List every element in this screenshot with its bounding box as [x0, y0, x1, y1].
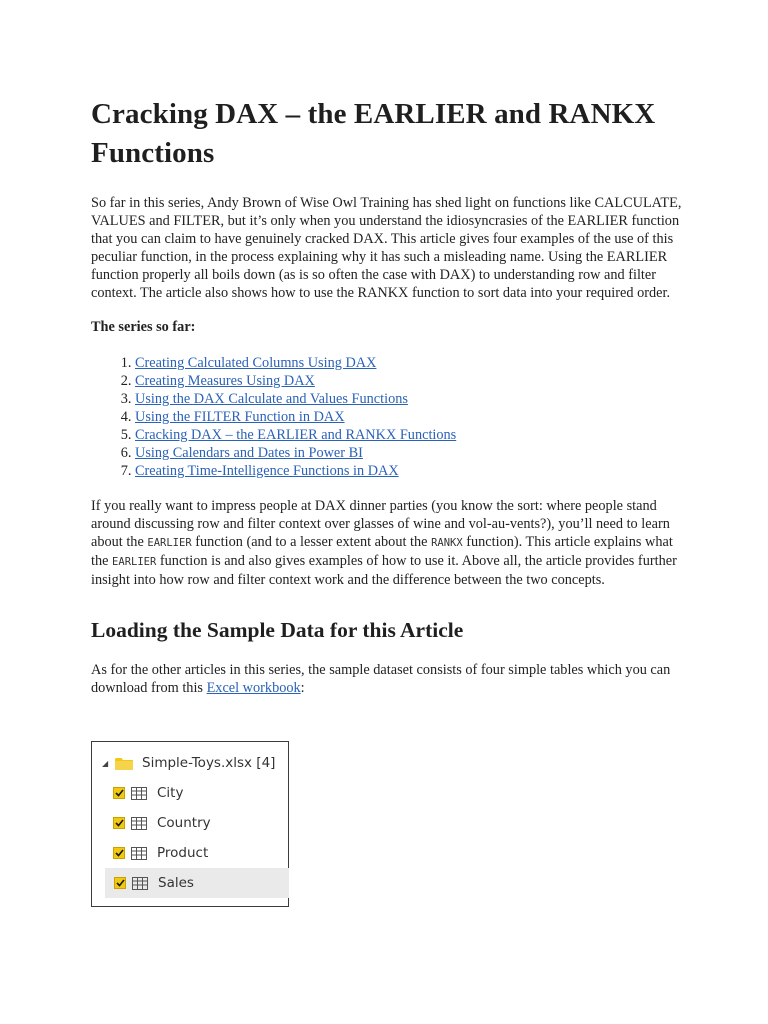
table-label-product: Product: [157, 845, 209, 861]
table-item-city[interactable]: [104, 778, 288, 808]
series-item: [135, 354, 691, 372]
code-rankx: RANKX: [431, 537, 463, 549]
series-link-1[interactable]: Creating Calculated Columns Using DAX: [135, 355, 377, 371]
article-title: Cracking DAX – the EARLIER and RANKX Functions: [91, 98, 656, 169]
para2-text-1: If you really want to impress people at DAX dinner parties (you know the sort: where people stand around discussing row and filter context over glasses of wine and vol-au-vents?), you’ll need to learn about the: [91, 498, 670, 550]
table-icon: [132, 877, 148, 890]
series-item: [135, 426, 691, 444]
table-label-city: City: [157, 785, 184, 801]
field-list-root[interactable]: [102, 748, 275, 778]
para3-text-after: :: [300, 680, 305, 696]
code-earlier: EARLIER: [147, 537, 192, 549]
folder-icon: [115, 757, 133, 769]
excel-workbook-link[interactable]: Excel workbook: [206, 680, 301, 696]
series-item: [135, 462, 691, 480]
table-item-country[interactable]: [104, 808, 288, 838]
series-item: [135, 390, 691, 408]
series-link-5[interactable]: Cracking DAX – the EARLIER and RANKX Functions: [135, 427, 457, 443]
sample-data-paragraph: [91, 661, 691, 697]
para2-text-3: function). This article explains what the: [91, 534, 673, 569]
field-list-panel: [91, 741, 289, 907]
series-link-2[interactable]: Creating Measures Using DAX: [135, 373, 315, 389]
table-item-sales[interactable]: [105, 868, 289, 898]
series-item: [135, 372, 691, 390]
article-content: [91, 95, 691, 697]
section-heading: Loading the Sample Data for this Article: [91, 618, 464, 642]
para2-text-2: function (and to a lesser extent about the: [191, 534, 432, 550]
collapse-caret-icon[interactable]: ◢: [102, 758, 109, 768]
workbook-label: Simple-Toys.xlsx [4]: [142, 755, 276, 771]
table-icon: [131, 787, 147, 800]
series-link-3[interactable]: Using the DAX Calculate and Values Functions: [135, 391, 408, 407]
checkbox[interactable]: [113, 847, 125, 859]
series-link-7[interactable]: Creating Time-Intelligence Functions in DAX: [135, 463, 399, 479]
series-item: [135, 408, 691, 426]
table-label-sales: Sales: [158, 875, 194, 891]
series-item: [135, 444, 691, 462]
series-list: [91, 354, 691, 480]
series-link-6[interactable]: Using Calendars and Dates in Power BI: [135, 445, 363, 461]
checkbox[interactable]: [113, 787, 125, 799]
table-label-country: Country: [157, 815, 211, 831]
table-item-product[interactable]: [104, 838, 288, 868]
para2-text-4: function is and also gives examples of how to use it. Above all, the article provides further insight into how row and filter context work and the difference between the two concepts.: [91, 553, 677, 588]
para3-text-before: As for the other articles in this series, the sample dataset consists of four simple tables which you can download from this: [91, 662, 671, 696]
table-icon: [131, 817, 147, 830]
intro-paragraph: So far in this series, Andy Brown of Wise Owl Training has shed light on functions like CALCULATE, VALUES and FILTER, but it’s only when you understand the idiosyncrasies of the EARLIER function that you can claim to have genuinely cracked DAX. This article gives four examples of the use of this peculiar function, in the process explaining why it has such a misleading name. Using the EARLIER function properly all boils down (as is so often the case with DAX) to understanding row and filter context. The article also shows how to use the RANKX function to sort data into your required order.: [91, 195, 682, 301]
code-earlier-2: EARLIER: [112, 556, 157, 568]
table-icon: [131, 847, 147, 860]
series-link-4[interactable]: Using the FILTER Function in DAX: [135, 409, 345, 425]
series-heading: The series so far:: [91, 319, 196, 335]
earlier-paragraph: [91, 497, 691, 589]
checkbox[interactable]: [113, 817, 125, 829]
checkbox[interactable]: [114, 877, 126, 889]
